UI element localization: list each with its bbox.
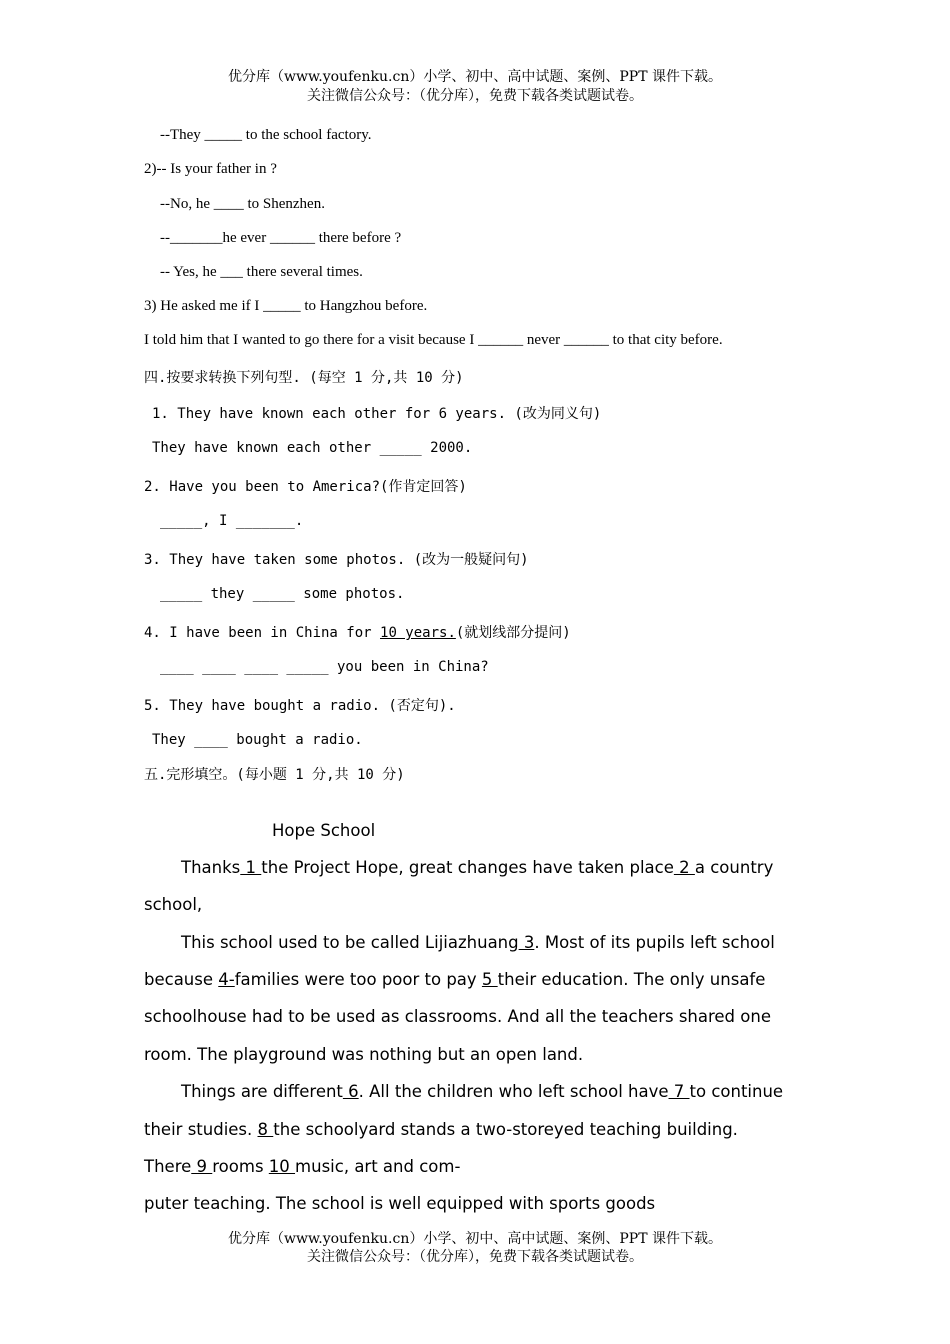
- header-line-1: 优分库（www.youfenku.cn）小学、初中、高中试题、案例、PPT 课件下载。: [227, 69, 722, 85]
- blank-4: 4-: [218, 970, 235, 989]
- s4-question-5: 5. They have bought a radio. (否定句).: [144, 698, 456, 714]
- s3-line-6: 3) He asked me if I _____ to Hangzhou before.: [144, 298, 428, 314]
- p3-text-b: . All the children who left school have: [358, 1082, 669, 1101]
- passage-line-7: [181, 1082, 783, 1101]
- s4-question-1: 1. They have known each other for 6 years. (改为同义句): [152, 406, 602, 422]
- s4-answer-1: They have known each other _____ 2000.: [152, 440, 473, 456]
- s3-line-1: --They _____ to the school factory.: [160, 127, 372, 143]
- p1-text-b: the Project Hope, great changes have taken place: [261, 858, 674, 877]
- header-line-2: 关注微信公众号：（优分库），免费下载各类试题试卷。: [307, 88, 643, 104]
- passage-line-8: [144, 1120, 738, 1139]
- p3b-text-a: their studies.: [144, 1120, 258, 1139]
- section-4-title: 四.按要求转换下列句型. (每空 1 分,共 10 分): [144, 370, 464, 386]
- s4-q4-text: 4. I have been in China for: [144, 625, 381, 641]
- passage-line-2: school,: [144, 895, 203, 914]
- passage-line-9: [144, 1157, 460, 1176]
- footer-line-1: 优分库（www.youfenku.cn）小学、初中、高中试题、案例、PPT 课件下载。: [227, 1231, 722, 1247]
- s3-line-5: -- Yes, he ___ there several times.: [160, 264, 363, 280]
- p3-text-c: to continue: [689, 1082, 784, 1101]
- s4-question-4: [144, 622, 571, 642]
- passage-title: Hope School: [272, 821, 376, 840]
- passage-line-6: room. The playground was nothing but an open land.: [144, 1045, 584, 1064]
- p2b-text-c: their education. The only unsafe: [497, 970, 766, 989]
- blank-1: 1: [240, 858, 262, 877]
- s4-q4-underlined: 10 years.: [380, 625, 456, 641]
- blank-3: 3: [518, 933, 535, 952]
- passage-line-1: [181, 858, 773, 877]
- footer-line-2: 关注微信公众号：（优分库），免费下载各类试题试卷。: [307, 1249, 643, 1265]
- blank-7: 7: [668, 1082, 690, 1101]
- passage-line-3: [181, 933, 775, 952]
- blank-6: 6: [342, 1082, 359, 1101]
- blank-10: 10: [268, 1157, 296, 1176]
- p3c-text-b: rooms: [212, 1157, 269, 1176]
- passage-line-4: [144, 970, 765, 989]
- p2b-text-b: families were too poor to pay: [234, 970, 482, 989]
- s3-line-2: 2)-- Is your father in ?: [144, 161, 277, 177]
- s4-answer-3: _____ they _____ some photos.: [160, 586, 405, 602]
- p1-text-c: a country: [694, 858, 774, 877]
- s4-question-3: 3. They have taken some photos. (改为一般疑问句): [144, 552, 529, 568]
- p3c-text-a: There: [144, 1157, 192, 1176]
- section-5-title: 五.完形填空。(每小题 1 分,共 10 分): [144, 767, 405, 783]
- s4-question-2: 2. Have you been to America?(作肯定回答): [144, 479, 467, 495]
- passage-line-5: schoolhouse had to be used as classrooms. And all the teachers shared one: [144, 1007, 771, 1026]
- s4-answer-2: _____, I _______.: [160, 513, 304, 529]
- s3-line-3: --No, he ____ to Shenzhen.: [160, 196, 325, 212]
- p1-text-a: Thanks: [181, 858, 241, 877]
- s3-line-7: I told him that I wanted to go there for a visit because I ______ never ______ to that city before.: [144, 332, 723, 348]
- p2-text-b: . Most of its pupils left school: [534, 933, 775, 952]
- p3b-text-b: the schoolyard stands a two-storeyed teaching building.: [273, 1120, 738, 1139]
- s4-answer-5: They ____ bought a radio.: [152, 732, 363, 748]
- blank-2: 2: [673, 858, 695, 877]
- blank-5: 5: [481, 970, 498, 989]
- s3-line-4: --_______he ever ______ there before ?: [160, 230, 402, 246]
- blank-9: 9: [191, 1157, 213, 1176]
- blank-8: 8: [257, 1120, 274, 1139]
- s4-q4-instruction: (就划线部分提问): [455, 625, 571, 641]
- p2-text-a: This school used to be called Lijiazhuang: [181, 933, 519, 952]
- p3-text-a: Things are different: [181, 1082, 343, 1101]
- passage-line-10: puter teaching. The school is well equipped with sports goods: [144, 1194, 656, 1213]
- p3c-text-c: music, art and com-: [295, 1157, 461, 1176]
- s4-answer-4: ____ ____ ____ _____ you been in China?: [160, 659, 489, 675]
- p2b-text-a: because: [144, 970, 219, 989]
